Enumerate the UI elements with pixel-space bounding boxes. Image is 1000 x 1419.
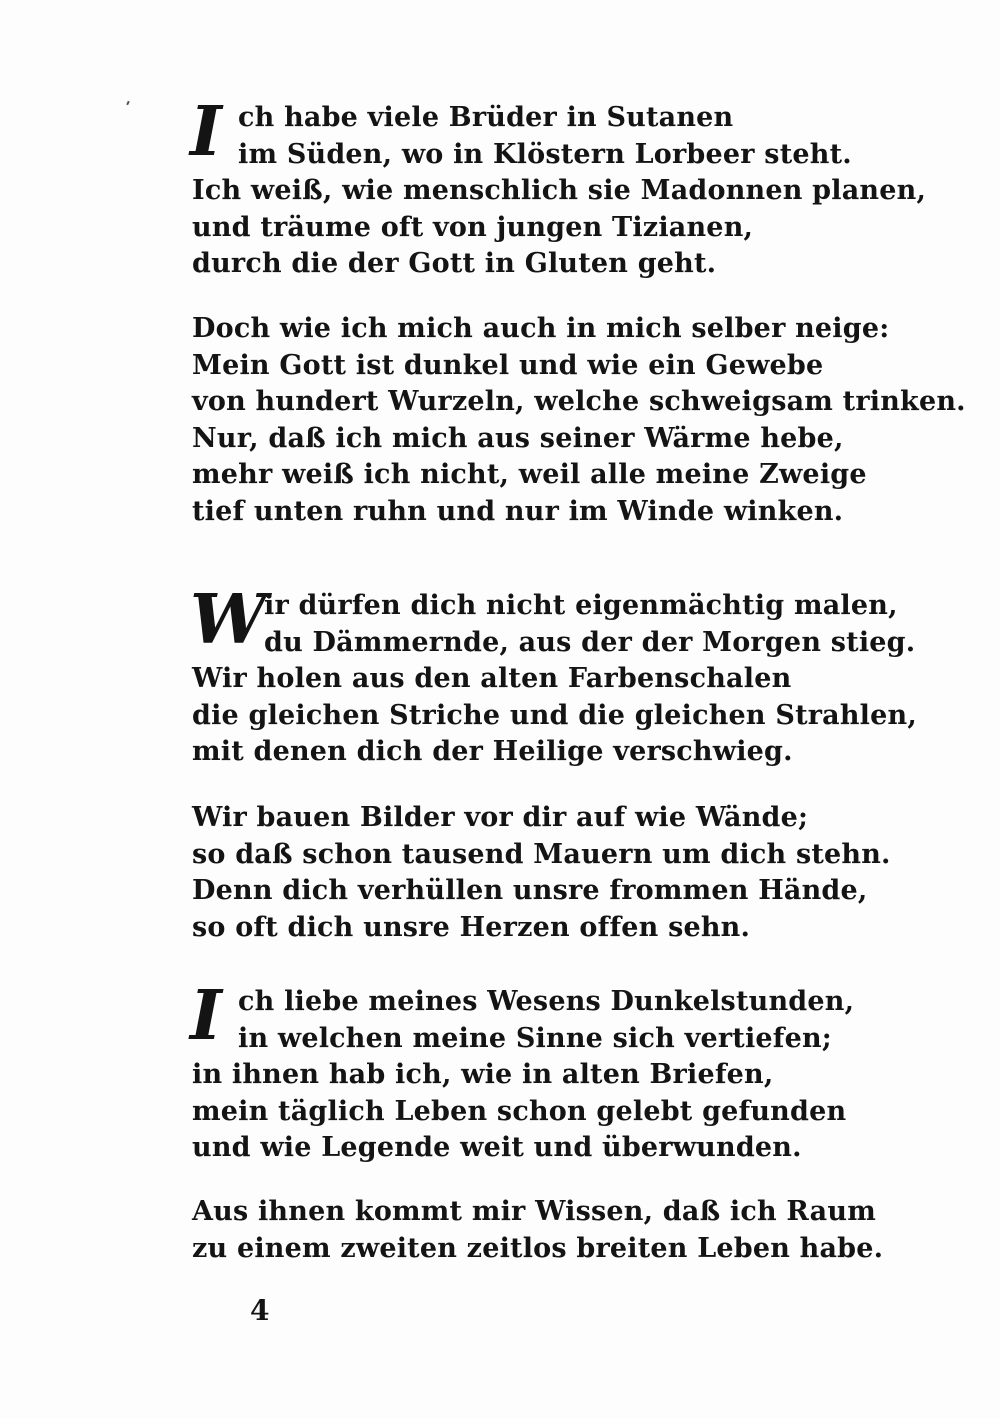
page-number: 4 [250,1294,270,1327]
poem-line: die gleichen Striche und die gleichen Strahlen, [192,699,917,731]
ink-speck [126,101,130,105]
poem-line: durch die der Gott in Gluten geht. [192,248,717,279]
poem-2-stanza-1 [190,580,917,771]
poem-line: ir dürfen dich nicht eigenmächtig malen, [264,590,898,621]
poem-line: so oft dich unsre Herzen offen sehn. [192,911,751,943]
poem-2-stanza-2 [192,800,891,946]
poem-3-stanza-1 [190,976,855,1167]
poem-line: mit denen dich der Heilige verschwieg. [192,736,793,767]
poem-line: so daß schon tausend Mauern um dich stehn. [192,838,891,870]
poem-line: in welchen meine Sinne sich vertiefen; [238,1022,832,1054]
poem-1-stanza-1 [190,92,927,283]
poem-line: Denn dich verhüllen unsre frommen Hände, [192,875,868,906]
poem-line: ch liebe meines Wesens Dunkelstunden, [238,986,855,1017]
drop-cap: I [190,92,222,172]
poem-1-stanza-2 [192,311,966,530]
poem-line: im Süden, wo in Klöstern Lorbeer steht. [238,138,852,170]
poem-line: Aus ihnen kommt mir Wissen, daß ich Raum [192,1196,876,1227]
poem-line: und wie Legende weit und überwunden. [192,1132,802,1163]
poem-line: zu einem zweiten zeitlos breiten Leben habe. [192,1232,884,1264]
poem-line: Doch wie ich mich auch in mich selber neige: [192,313,890,344]
poem-line: Wir holen aus den alten Farbenschalen [192,663,792,694]
drop-cap: I [190,976,222,1056]
drop-cap: W [190,580,267,660]
poem-line: Ich weiß, wie menschlich sie Madonnen planen, [192,175,927,206]
poem-line: tief unten ruhn und nur im Winde winken. [192,495,844,527]
poem-3-stanza-2 [192,1194,884,1267]
poem-line: mehr weiß ich nicht, weil alle meine Zweige [192,459,867,490]
poem-line: von hundert Wurzeln, welche schweigsam trinken. [192,386,966,417]
poem-line: Mein Gott ist dunkel und wie ein Gewebe [192,349,824,381]
poem-line: ch habe viele Brüder in Sutanen [238,102,734,133]
poem-line: mein täglich Leben schon gelebt gefunden [192,1095,847,1127]
poem-line: Nur, daß ich mich aus seiner Wärme hebe, [192,422,844,454]
poem-line: du Dämmernde, aus der der Morgen stieg. [264,626,916,658]
poem-line: in ihnen hab ich, wie in alten Briefen, [192,1059,774,1090]
poem-line: Wir bauen Bilder vor dir auf wie Wände; [192,802,809,833]
poem-line: und träume oft von jungen Tizianen, [192,211,754,243]
